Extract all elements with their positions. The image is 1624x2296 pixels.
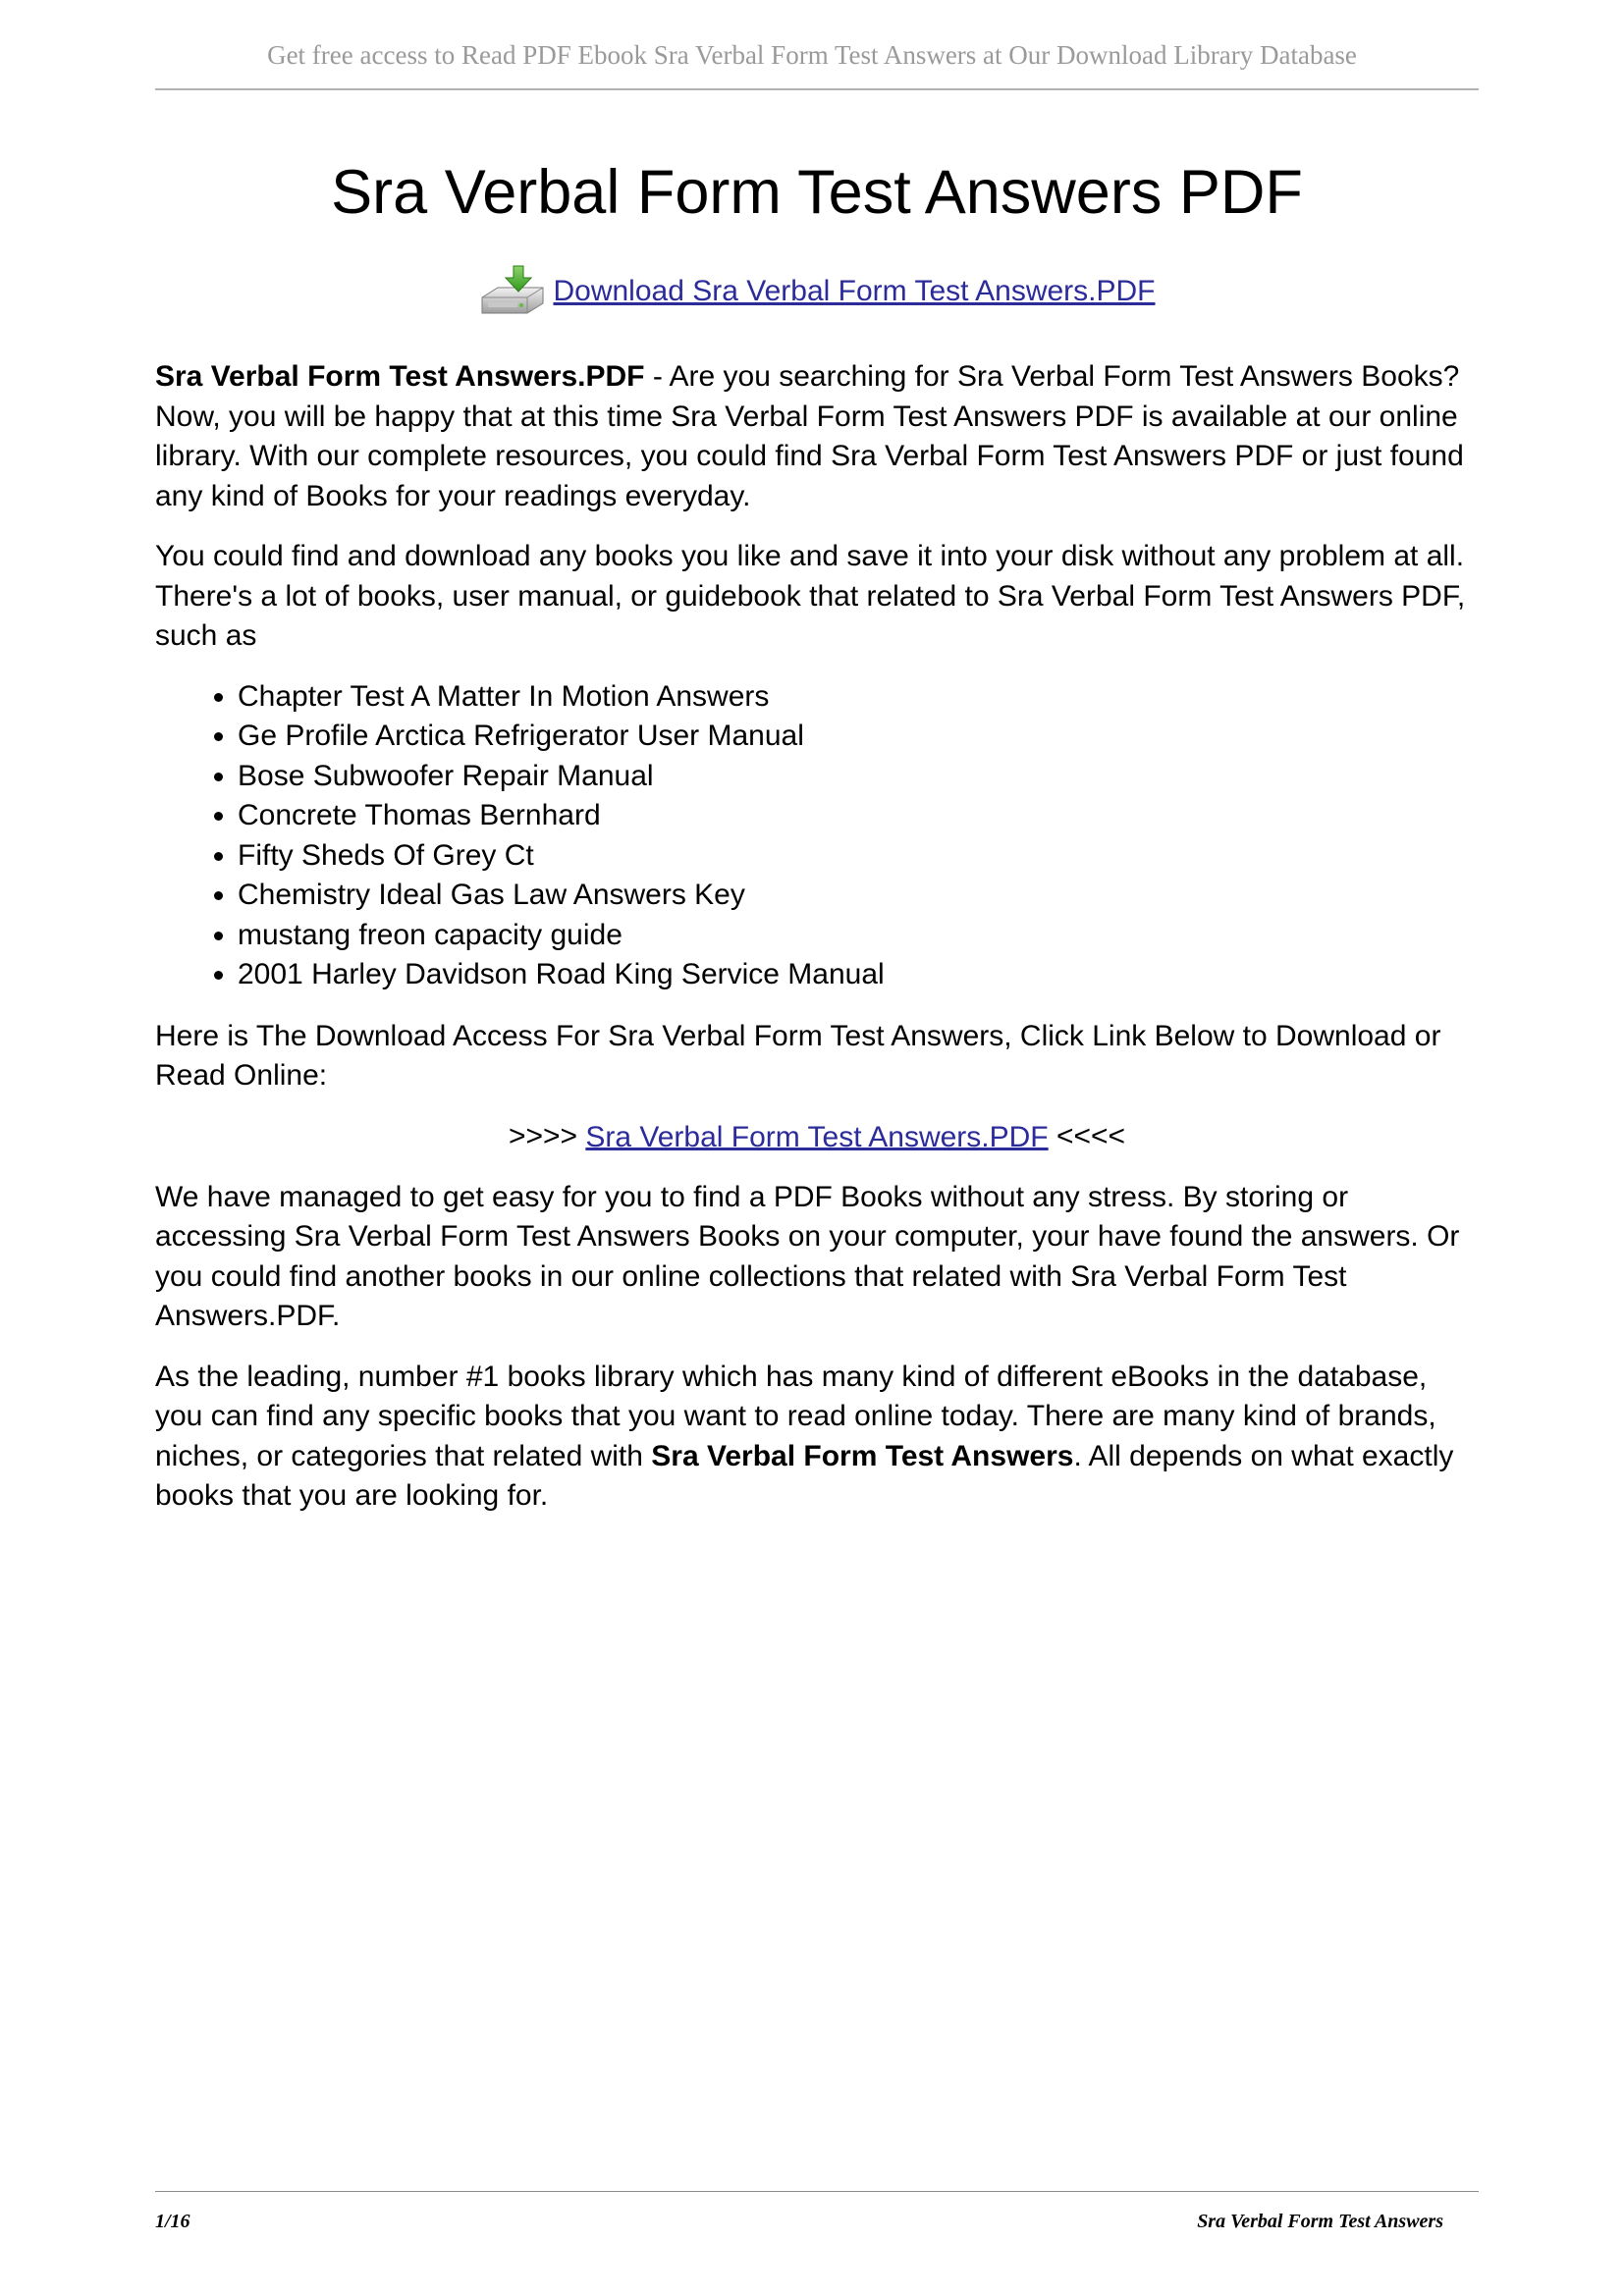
- list-item: • Ge Profile Arctica Refrigerator User Manual: [238, 717, 1479, 757]
- intro-text: - Are you searching for Sra Verbal Form Test Answers Books? Now, you will be happy that at this time Sra Verbal Form Test Answers PDF is available at our online library. With our complete resources, you could find Sra Verbal Form Test Answers PDF or just found any kind of Books for your readings everyday.: [155, 360, 1464, 512]
- list-item: • Concrete Thomas Bernhard: [238, 796, 1479, 836]
- center-link-suffix: <<<<: [1048, 1119, 1126, 1152]
- list-item: • Chemistry Ideal Gas Law Answers Key: [238, 876, 1479, 916]
- center-link-prefix: >>>>: [508, 1119, 586, 1152]
- footer-divider: [155, 2191, 1479, 2192]
- library-text-before: As the leading, number #1 books library which has many kind of different eBooks in the database, you can find any specific books that you want to read online today. There are many kind of brands, niches, or categories that related with: [155, 1360, 1436, 1472]
- download-link[interactable]: Download Sra Verbal Form Test Answers.PDF: [553, 275, 1156, 308]
- pdf-download-link[interactable]: Sra Verbal Form Test Answers.PDF: [585, 1120, 1049, 1153]
- intro-bold-title: Sra Verbal Form Test Answers.PDF: [155, 360, 645, 393]
- list-item: • Bose Subwoofer Repair Manual: [238, 757, 1479, 797]
- page-header: Get free access to Read PDF Ebook Sra Verbal Form Test Answers at Our Download Library Database: [267, 40, 1357, 70]
- intro-paragraph: [155, 357, 1479, 516]
- footer-title: Sra Verbal Form Test Answers: [1197, 2211, 1443, 2232]
- center-link-row: [155, 1117, 1479, 1157]
- page-content: [155, 155, 1479, 1537]
- download-icon[interactable]: [478, 264, 547, 319]
- list-item: • mustang freon capacity guide: [238, 916, 1479, 956]
- related-books-list: [155, 677, 1479, 995]
- page-title: Sra Verbal Form Test Answers PDF: [331, 158, 1303, 227]
- download-row: [155, 261, 1479, 320]
- header-divider: [155, 88, 1479, 90]
- list-item: • Fifty Sheds Of Grey Ct: [238, 836, 1479, 877]
- library-bold-title: Sra Verbal Form Test Answers: [651, 1439, 1074, 1472]
- page-number: 1/16: [155, 2211, 190, 2232]
- list-item: • 2001 Harley Davidson Road King Service Manual: [238, 955, 1479, 995]
- access-paragraph: Here is The Download Access For Sra Verbal Form Test Answers, Click Link Below to Download or Read Online:: [155, 1019, 1441, 1092]
- library-paragraph: [155, 1358, 1479, 1517]
- books-intro-paragraph: You could find and download any books you like and save it into your disk without any problem at all. There's a lot of books, user manual, or guidebook that related to Sra Verbal Form Test Answers PDF, such as: [155, 540, 1466, 652]
- library-text-after: . All depends on what exactly books that you are looking for.: [155, 1439, 1454, 1513]
- storage-paragraph: We have managed to get easy for you to find a PDF Books without any stress. By storing or accessing Sra Verbal Form Test Answers Books on your computer, your have found the answers. Or you could find another books in our online collections that related with Sra Verbal Form Test Answers.PDF.: [155, 1180, 1460, 1333]
- list-item: • Chapter Test A Matter In Motion Answers: [238, 677, 1479, 718]
